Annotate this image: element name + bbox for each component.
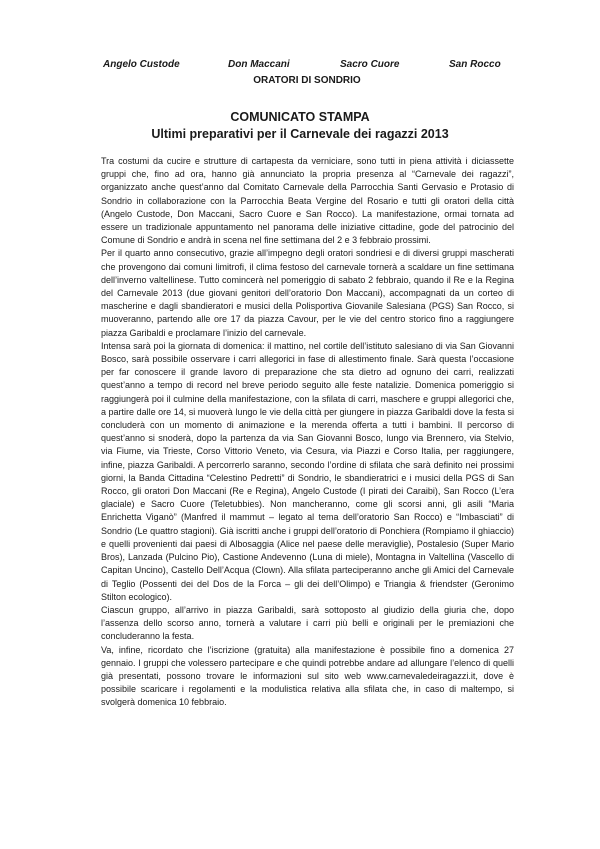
paragraph: Tra costumi da cucire e strutture di cartapesta da verniciare, sono tutti in piena attività i diciassette gruppi che, fino ad ora, hanno già annunciato la propria presenza al “Carnevale dei ragazzi”, organizzato anche quest’anno dal Comitato Carnevale della Parrocchia Santi Gervasio e Protasio di Sondrio in collaborazione con la Parrocchia Beata Vergine del Rosario e tutti gli oratori della città (Angelo Custode, Don Maccani, Sacro Cuore e San Rocco). La manifestazione, ormai tornata ad essere un tradizionale appuntamento nel panorama delle iniziative cittadine, gode del patrocinio del Comune di Sondrio e andrà in scena nel fine settimana del 2 e 3 febbraio prossimi. — [101, 156, 514, 246]
press-release-label: COMUNICATO STAMPA — [230, 110, 370, 124]
paragraph: Intensa sarà poi la giornata di domenica: il mattino, nel cortile dell’istituto salesiano di via San Giovanni Bosco, sarà possibile osservare i carri allegorici in fase di allestimento finale. Sarà questa l’occasione per far conoscere il grande lavoro di preparazione che sta dietro ad ognuno dei carri, realizzati quest’anno a tempo di record nel breve periodo seguito alle feste natalizie. Domenica pomeriggio si raggiungerà poi il culmine della manifestazione, con la sfilata di carri, maschere e gruppi allegorici che, a partire dalle ore 14, si muoverà lungo le vie della città per giungere in piazza Garibaldi dove la festa si concluderà con un momento di animazione e la merenda offerta a tutti i bambini. Il percorso di quest’anno si snoderà, dopo la partenza da via San Giovanni Bosco, lungo via Brennero, via Stelvio, via Fiume, via Trieste, Corso Vittorio Veneto, via Cesura, via Piazzi e Corso Italia, per raggiungere, infine, piazza Garibaldi. A percorrerlo saranno, secondo l’ordine di sfilata che sarà definito nei prossimi giorni, la Banda Cittadina “Celestino Pedretti” di Sondrio, le sbandieratrici e i musici della PGS di San Rocco, gli oratori Don Maccani (Re e Regina), Angelo Custode (I pirati dei Caraibi), San Rocco (L’era glaciale) e Sacro Cuore (Teletubbies). Non mancheranno, come gli scorsi anni, gli asili “Maria Enrichetta Viganò” (Manfred il mammut – legato al tema dell’oratorio San Rocco) e “Imbasciati” di Sondrio (Le quattro stagioni). Già iscritti anche i gruppi dell’oratorio di Ponchiera (Rompiamo il ghiaccio) e quelli provenienti dai paesi di Albosaggia (Alice nel paese delle meraviglie), Postalesio (Super Mario Bros), Lanzada (Pulcino Pio), Castione Andevenno (Luna di miele), Montagna in Valtellina (Vascello di Capitan Uncino), Castello Dell’Acqua (Clown). Alla sfilata parteciperanno anche gli Amici del Carnevale di Teglio (Possenti dei del Dos de la Forca – gli dei dell’Olimpo) e Triangia & friendster (Geronimo Stilton ecologico). — [101, 340, 514, 602]
oratory-name-angelo-custode: Angelo Custode — [103, 59, 180, 70]
paragraph: Ciascun gruppo, all’arrivo in piazza Garibaldi, sarà sottoposto al giudizio della giuria che, dopo l’assenza dello scorso anno, tornerà a valutare i carri più belli e originali per le premiazioni che concluderanno la festa. — [101, 604, 514, 642]
paragraph: Per il quarto anno consecutivo, grazie all’impegno degli oratori sondriesi e di diversi gruppi mascherati che provengono dai comuni limitrofi, il clima festoso del carnevale tornerà a scaldare un fine settimana dell’inverno valtellinese. Tutto comincerà nel pomeriggio di sabato 2 febbraio, quando il Re e la Regina del Carnevale 2013 (due giovani genitori dell’oratorio Don Maccani), accompagnati da un corteo di mascherine e dagli sbandieratori e musici della Polisportiva Giovanile Salesiana (PGS) San Rocco, si muoveranno, partendo alle ore 17 da piazza Cavour, per le vie del centro storico fino a raggiungere piazza Garibaldi e proclamare l’inizio del carnevale. — [101, 248, 514, 338]
paragraph: Va, infine, ricordato che l’iscrizione (gratuita) alla manifestazione è possibile fino a domenica 27 gennaio. I gruppi che volessero partecipare e che quindi potrebbe andare ad allungare l’elenco di quelli già presentati, possono trovare le informazioni sul sito web www.carnevaledeiragazzi.it, dove è possibile scaricare i regolamenti e la modulistica relativa alla sfilata che, in caso di maltempo, si svolgerà domenica 10 febbraio. — [101, 644, 514, 708]
oratori-title: ORATORI DI SONDRIO — [253, 75, 361, 86]
press-release-subtitle: Ultimi preparativi per il Carnevale dei ragazzi 2013 — [151, 127, 449, 141]
body-text — [101, 155, 514, 710]
oratory-name-don-maccani: Don Maccani — [228, 59, 290, 70]
oratory-names-row — [0, 59, 600, 73]
oratory-name-sacro-cuore: Sacro Cuore — [340, 59, 400, 70]
oratory-name-san-rocco: San Rocco — [449, 59, 501, 70]
